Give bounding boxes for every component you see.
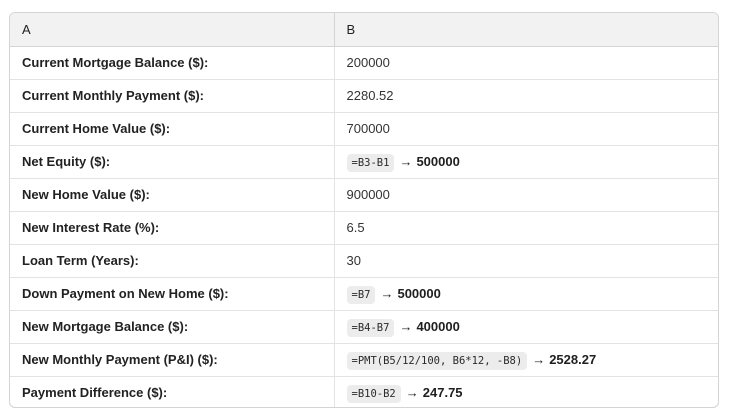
row-formula-cell <box>334 343 718 376</box>
table-row <box>10 178 718 211</box>
table-row <box>10 145 718 178</box>
arrow-icon: → <box>399 154 413 169</box>
row-value: 6.5 <box>334 211 718 244</box>
row-formula-cell <box>334 277 718 310</box>
arrow-icon: → <box>399 319 413 334</box>
row-label: Current Monthly Payment ($): <box>10 79 334 112</box>
row-label: Payment Difference ($): <box>10 376 334 408</box>
formula-code: =PMT(B5/12/100, B6*12, -B8) <box>347 352 528 370</box>
formula-result: 247.75 <box>422 385 463 401</box>
formula-code: =B3-B1 <box>347 154 395 172</box>
arrow-icon: → <box>532 352 546 367</box>
column-header-b: B <box>334 13 718 46</box>
row-label: Current Home Value ($): <box>10 112 334 145</box>
row-label: New Mortgage Balance ($): <box>10 310 334 343</box>
row-label: Current Mortgage Balance ($): <box>10 46 334 79</box>
table-row <box>10 277 718 310</box>
arrow-icon: → <box>380 286 394 301</box>
row-value: 700000 <box>334 112 718 145</box>
row-label: New Home Value ($): <box>10 178 334 211</box>
row-formula-cell <box>334 310 718 343</box>
table-row <box>10 112 718 145</box>
formula-result: 400000 <box>416 319 460 334</box>
table-row <box>10 211 718 244</box>
column-header-a: A <box>10 13 334 46</box>
row-label: Down Payment on New Home ($): <box>10 277 334 310</box>
table-row <box>10 343 718 376</box>
row-formula-cell <box>334 376 718 408</box>
formula-code: =B10-B2 <box>347 385 401 403</box>
row-label: New Monthly Payment (P&I) ($): <box>10 343 334 376</box>
spreadsheet-table-container <box>9 12 719 408</box>
row-label: New Interest Rate (%): <box>10 211 334 244</box>
arrow-icon: → <box>405 385 419 401</box>
formula-code: =B4-B7 <box>347 319 395 337</box>
formula-result: 2528.27 <box>549 352 597 367</box>
formula-code: =B7 <box>347 286 376 304</box>
row-formula-cell <box>334 145 718 178</box>
formula-result: 500000 <box>397 286 441 301</box>
row-value: 200000 <box>334 46 718 79</box>
table-row <box>10 244 718 277</box>
table-row <box>10 46 718 79</box>
spreadsheet-table <box>10 13 718 408</box>
row-label: Loan Term (Years): <box>10 244 334 277</box>
table-row <box>10 79 718 112</box>
table-body <box>10 46 718 408</box>
formula-result: 500000 <box>416 154 460 169</box>
table-row <box>10 310 718 343</box>
row-value: 2280.52 <box>334 79 718 112</box>
row-value: 30 <box>334 244 718 277</box>
row-value: 900000 <box>334 178 718 211</box>
table-header <box>10 13 718 46</box>
header-row <box>10 13 718 46</box>
table-row <box>10 376 718 408</box>
row-label: Net Equity ($): <box>10 145 334 178</box>
